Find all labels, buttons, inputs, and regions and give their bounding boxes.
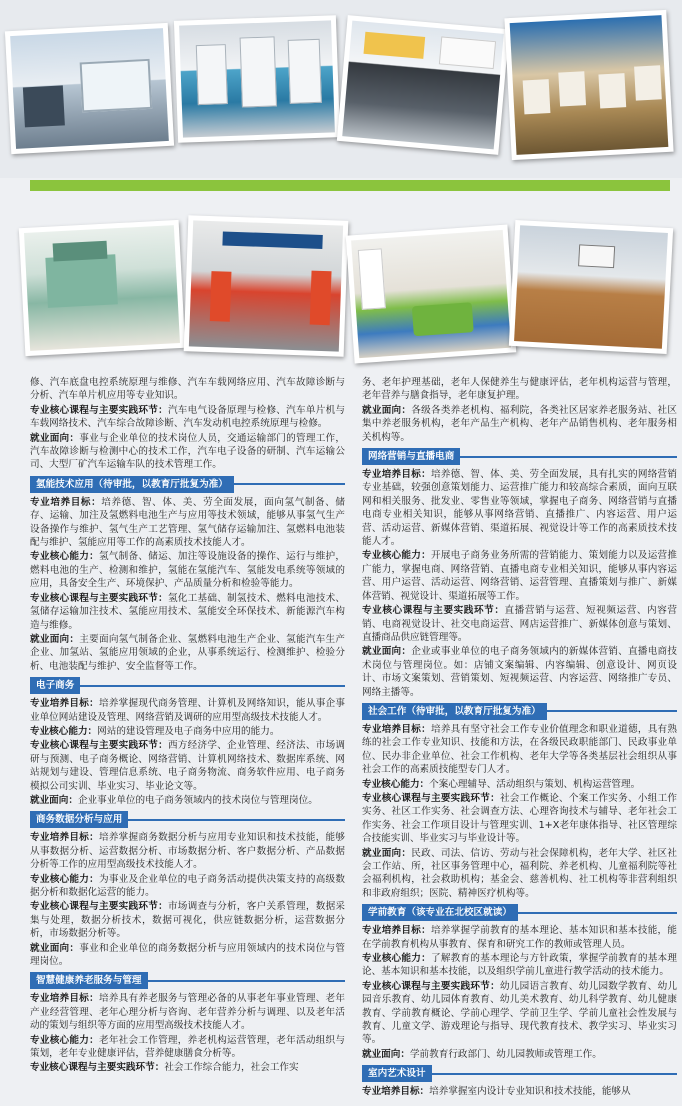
paragraph — [362, 1048, 677, 1061]
paragraph-label: 专业培养目标： — [362, 1086, 430, 1098]
paragraph-label: 专业核心能力： — [362, 550, 431, 562]
paragraph-text: 民政、司法、信访、劳动与社会保障机构，老年大学、社区社会工作站、所，社区事务管理中心，福利院、养老机构、儿童福利院等社会福利机构，社会救助机构；基金会、慈善机构、社工机构等非营利组织和非政府组织；医院、精神医疗机构等。 — [362, 847, 678, 899]
paragraph-text: 个案心理辅导、活动组织与策划、机构运营管理。 — [429, 778, 641, 790]
paragraph — [362, 376, 677, 403]
section-header — [30, 972, 345, 989]
paragraph — [362, 778, 677, 791]
paragraph-label: 就业面向： — [362, 646, 412, 658]
paragraph — [30, 942, 345, 969]
paragraph-text: 社会工作概论、个案工作实务、小组工作实务、社区工作实务、社会调查方法、心理咨询技术与辅导、老年社会工作实务、社会工作项目设计与管理实训、1+X老年康体指导、社区管理综合技能实训、毕业实习与毕业设计等。 — [362, 792, 678, 845]
paragraph — [30, 739, 345, 793]
paragraph — [30, 992, 345, 1032]
paragraph-text: 培养掌握商务数据分析与应用专业知识和技术技能，能够从事数据分析、运营数据分析、市场数据分析、客户数据分析、产品数据分析等工作的应用型高级技术技能人才。 — [30, 832, 346, 871]
paragraph-text: 培养具有坚守社会工作专业价值理念和职业道德，具有熟练的社会工作专业知识、技能和方法，在各级民政职能部门、民政事业单位、民办非企业单位、社会工作机构、老年大学等各类基层社会组织从事社会工作的高素质技能型专门人才。 — [362, 723, 678, 776]
paragraph-label: 专业核心课程与主要实践环节： — [362, 605, 505, 617]
section-title: 学前教育（该专业在北校区就读） — [362, 904, 518, 921]
paragraph-label: 专业核心能力： — [30, 1034, 99, 1046]
section-title: 室内艺术设计 — [362, 1065, 432, 1082]
paragraph — [30, 1061, 345, 1074]
paragraph-text: 培养具有养老服务与管理必备的从事老年事业管理、老年产业经营管理、老年心理分析与咨询、老年营养分析与调理、以及老年活动的策划与组织等方面的应用型高级技术技能人才。 — [30, 993, 346, 1032]
paragraph-text: 汽车电气设备原理与检修、汽车单片机与车载网络技术、汽车综合故障诊断、汽车发动机电控系统原理与检修。 — [30, 404, 346, 430]
section-header — [362, 1065, 677, 1082]
paragraph-label: 专业核心能力： — [362, 953, 431, 965]
paragraph-text: 网站的建设管理及电子商务中应用的能力。 — [97, 725, 280, 737]
paragraph — [362, 549, 677, 603]
section-rule — [547, 710, 677, 712]
paragraph — [30, 831, 345, 871]
photo-robot-arms — [184, 215, 349, 357]
right-text-column — [362, 376, 677, 1100]
paragraph-label: 就业面向： — [362, 847, 412, 859]
paragraph-label: 专业核心课程与主要实践环节： — [30, 1062, 165, 1074]
section-title: 智慧健康养老服务与管理 — [30, 972, 148, 989]
paragraph — [362, 604, 677, 644]
paragraph-label: 就业面向： — [30, 942, 80, 954]
paragraph-text: 直播营销与运营、短视频运营、内容营销、电商视觉设计、社交电商运营、网店运营推广、新媒体创意与策划、直播商品供应链管理等。 — [362, 605, 678, 643]
paragraph — [30, 376, 345, 403]
paragraph — [30, 496, 345, 550]
section-rule — [432, 1073, 677, 1075]
section-title: 网络营销与直播电商 — [362, 448, 460, 465]
paragraph-text: 修、汽车底盘电控系统原理与维修、汽车车载网络应用、汽车故障诊断与分析、汽车单片机应用等专业知识。 — [30, 377, 345, 402]
section-header — [30, 677, 345, 694]
paragraph-text: 氢化工基础、制氢技术、燃料电池技术、氢储存运输加注技术、氢能应用技术、氢能安全环保技术、新能源汽车构造与维修。 — [30, 592, 346, 631]
paragraph-text: 幼儿园语言教育、幼儿园数学教育、幼儿园音乐教育、幼儿园体育教育、幼儿美术教育、幼儿科学教育、幼儿健康教育、学前教育概论、学前心理学、学前卫生学、学前儿童社会性发展与教育、儿童文学、游戏理论与指导、现代教育技术、教学实习、毕业实习等。 — [362, 980, 678, 1046]
paragraph-text: 为事业及企业单位的电子商务活动提供决策支持的高级数据分析和数据化运营的能力。 — [30, 873, 346, 898]
section-rule — [128, 819, 345, 821]
paragraph-label: 专业核心课程与主要实践环节： — [30, 901, 168, 913]
section-rule — [234, 483, 345, 485]
paragraph-label: 专业核心课程与主要实践环节： — [30, 404, 168, 416]
paragraph-label: 专业核心能力： — [30, 873, 99, 885]
paragraph-label: 专业核心能力： — [362, 778, 430, 790]
paragraph-text: 市场调查与分析，客户关系管理，数据采集与处理，数据分析技术，数据可视化，供应链数据分析，运营数据分析，市场数据分析等。 — [30, 901, 346, 940]
paragraph-label: 专业核心能力： — [30, 725, 98, 737]
paragraph — [30, 697, 345, 724]
paragraph-label: 就业面向： — [30, 432, 80, 444]
section-header — [30, 811, 345, 828]
paragraph-label: 专业培养目标： — [30, 832, 99, 844]
paragraph-text: 各级各类养老机构、福利院，各类社区居家养老服务站、社区集中养老服务机构，老年产品生产机构、老年产品销售机构、老年服务相关机构等。 — [362, 404, 678, 443]
paragraph-label: 专业核心课程与主要实践环节： — [362, 792, 500, 804]
paragraph-label: 专业核心能力： — [30, 551, 99, 563]
paragraph-label: 专业核心课程与主要实践环节： — [30, 740, 168, 752]
paragraph-text: 老年社会工作管理，养老机构运营管理，老年活动组织与策划，老年专业健康评估，营养健康膳食分析等。 — [30, 1034, 346, 1060]
paragraph-text: 学前教育行政部门、幼儿园教师或管理工作。 — [409, 1048, 602, 1060]
paragraph — [362, 847, 677, 901]
paragraph — [30, 794, 345, 807]
photo-computer-lab — [337, 15, 509, 155]
paragraph — [362, 645, 677, 699]
paragraph — [30, 873, 345, 900]
paragraph-label: 就业面向： — [362, 404, 412, 416]
photo-sensory-room — [346, 225, 517, 364]
section-header — [362, 904, 677, 921]
paragraph — [30, 550, 345, 590]
paragraph-text: 培养掌握学前教育的基本理论、基本知识和基本技能，能在学前教育机构从事教育、保育和研究工作的教师或管理人员。 — [362, 925, 678, 950]
paragraph-label: 专业核心课程与主要实践环节： — [362, 980, 500, 992]
section-rule — [148, 980, 345, 982]
green-divider-bar — [30, 180, 670, 191]
paragraph — [30, 1034, 345, 1061]
paragraph-label: 就业面向： — [362, 1048, 410, 1060]
paragraph — [362, 468, 677, 548]
paragraph-label: 专业培养目标： — [30, 698, 99, 710]
paragraph — [362, 980, 677, 1047]
paragraph — [30, 592, 345, 632]
paragraph-text: 培养掌握室内设计专业知识和技术技能，能够从 — [429, 1086, 631, 1098]
section-header — [30, 476, 345, 493]
paragraph — [362, 723, 677, 777]
paragraph-text: 社会工作综合能力，社会工作实 — [164, 1062, 299, 1074]
paragraph-label: 专业培养目标： — [362, 469, 431, 481]
left-text-column — [30, 376, 345, 1076]
section-rule — [460, 456, 677, 458]
paragraph-text: 企业或事业单位的电子商务领域内的新媒体营销、直播电商技术岗位与管理岗位。如：店铺文案编辑、内容编辑、创意设计、网页设计、市场文案策划、营销策划、短视频运营、内容运营、网络推广专员、网络主播等。 — [362, 646, 678, 698]
section-title: 商务数据分析与应用 — [30, 811, 128, 828]
paragraph — [362, 404, 677, 444]
photo-cnc-workshop — [174, 15, 340, 143]
paragraph-text: 培养德、智、体、美、劳全面发展，面向氢气制备、储存、运输、加注及氢燃料电池生产与应用等技术领域，能够从事氢气生产设备操作与维护、氢气生产工艺管理、氢气储存运输加注、氢燃料电池装配与维护、氢能应用等工作的高素质技术技能人才。 — [30, 496, 346, 549]
paragraph-text: 西方经济学、企业管理、经济法、市场调研与预测、电子商务概论、网络营销、计算机网络技术、数据库系统、网站规划与建设、管理信息系统、电子商务物流、商务软件应用、电子商务模拟公司实训、毕业实习、毕业论文等。 — [30, 740, 346, 792]
paragraph-label: 就业面向： — [30, 633, 80, 645]
photo-art-studio — [504, 10, 673, 160]
paragraph — [30, 900, 345, 940]
paragraph-label: 专业培养目标： — [30, 496, 102, 508]
paragraph-text: 企业事业单位的电子商务领域内的技术岗位与管理岗位。 — [77, 794, 318, 806]
section-rule — [518, 912, 677, 914]
section-title: 社会工作（待审批，以教育厅批复为准） — [362, 703, 547, 720]
paragraph-text: 培养德、智、体、美、劳全面发展，具有扎实的网络营销专业基础，较强创意策划能力、运营推广能力和较高综合素质，面向互联网和相关服务、批发业、零售业等领域，掌握电子商务、网络营销与直播电商专业相关知识，能够从事网络营销、直播推广、内容运营、用户运营、活动运营、新媒体营销、渠道拓展、视觉设计等工作的高素质技术技能人才。 — [362, 469, 678, 548]
paragraph-text: 主要面向氢气制备企业、氢燃料电池生产企业、氢能汽车生产企业、加氢站、氢能应用领域的企业，从事系统运行、检测维护、检验分析、电池装配与维护、安全监督等工作。 — [30, 633, 346, 672]
paragraph-text: 开展电子商务业务所需的营销能力、策划能力以及运营推广能力，掌握电商、网络营销、直播电商专业相关知识，能够从事内容运营、用户运营、活动运营、网络营销、运营管理、直播策划与推广、新媒体营销、视觉设计、渠道拓展等工作。 — [362, 550, 678, 602]
paragraph — [362, 792, 677, 846]
top-photo-band — [0, 0, 682, 178]
paragraph — [30, 432, 345, 472]
paragraph-label: 专业核心课程与主要实践环节： — [30, 592, 168, 604]
paragraph-label: 专业培养目标： — [362, 723, 431, 735]
paragraph-text: 事业和企业单位的商务数据分析与应用领域内的技术岗位与管理岗位。 — [30, 942, 346, 968]
paragraph — [30, 725, 345, 738]
paragraph-text: 事业与企业单位的技术岗位人员，交通运输部门的管理工作，汽车故障诊断与检测中心的技术工作，汽车电子设备的研制、汽车运输公司、大型厂矿汽车运输车队的技术管理工作。 — [30, 432, 346, 471]
photo-basketball-court — [509, 220, 673, 354]
paragraph — [362, 952, 677, 979]
paragraph-text: 培养掌握现代商务管理、计算机及网络知识，能从事企事业单位网站建设及管理、网络营销及调研的应用型高级技术技能人才。 — [30, 698, 346, 723]
paragraph — [362, 1085, 677, 1098]
paragraph-label: 专业培养目标： — [362, 925, 431, 937]
section-header — [362, 703, 677, 720]
photo-building-model — [19, 220, 185, 356]
middle-photo-band — [0, 192, 682, 372]
paragraph — [30, 404, 345, 431]
paragraph-label: 专业培养目标： — [30, 993, 99, 1005]
section-title: 电子商务 — [30, 677, 80, 694]
paragraph — [30, 633, 345, 673]
photo-lab-classroom — [5, 23, 174, 154]
paragraph-text: 氢气制备、储运、加注等设施设备的操作、运行与维护，燃料电池的生产、检测和维护，氢能在氢能汽车、氢能发电系统等领域的应用，具备安全生产、环境保护、产品质量分析和检验等能力。 — [30, 551, 346, 590]
paragraph-text: 务、老年护理基础，老年人保健养生与健康评估，老年机构运营与管理，老年营养与膳食指导，老年康复护理。 — [362, 377, 677, 402]
paragraph-text: 了解教育的基本理论与方针政策，掌握学前教育的基本理论、基本知识和基本技能，以及组织学前儿童进行教学活动的技术能力。 — [362, 953, 678, 978]
section-rule — [80, 685, 345, 687]
paragraph — [362, 924, 677, 951]
paragraph-label: 就业面向： — [30, 794, 78, 806]
section-header — [362, 448, 677, 465]
section-title: 氢能技术应用（待审批，以教育厅批复为准） — [30, 476, 234, 493]
